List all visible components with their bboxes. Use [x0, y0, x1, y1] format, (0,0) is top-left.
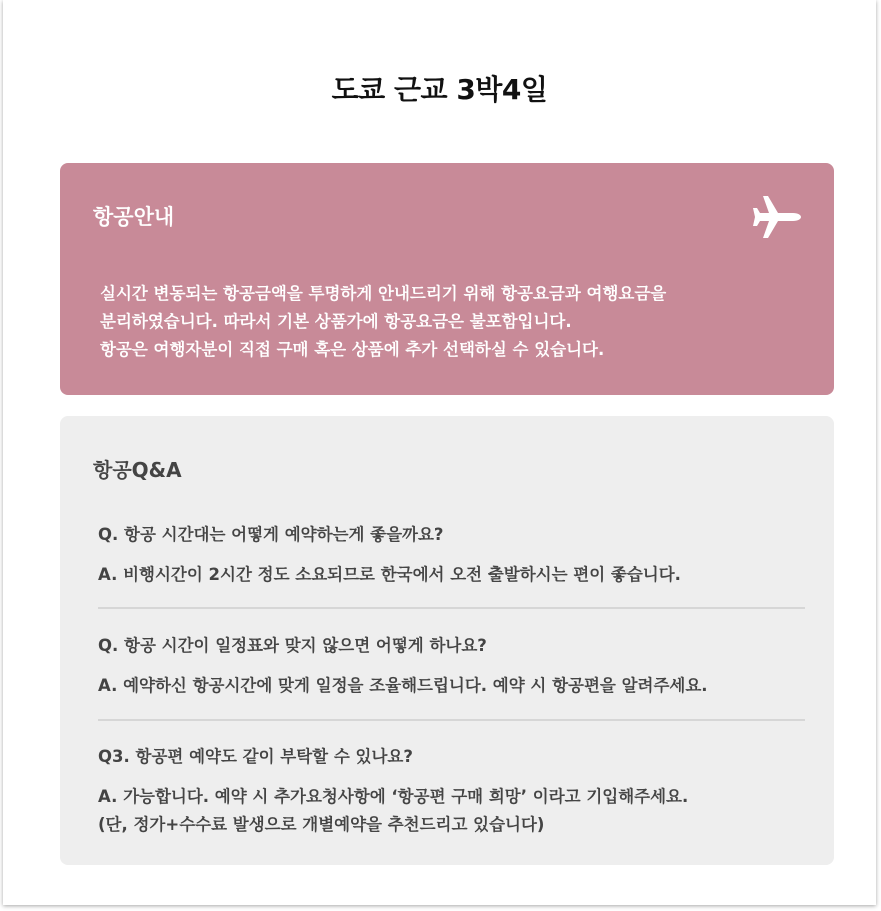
qa-item	[98, 634, 805, 700]
airplane-icon	[753, 196, 801, 238]
qa-question: Q3. 항공편 예약도 같이 부탁할 수 있나요?	[98, 747, 413, 766]
qa-answer: A. 비행시간이 2시간 정도 소요되므로 한국에서 오전 출발하시는 편이 좋습니다.	[98, 565, 681, 584]
flight-notice-line: 분리하였습니다. 따라서 기본 상품가에 항공요금은 불포함입니다.	[100, 312, 572, 331]
flight-notice-line: 항공은 여행자분이 직접 구매 혹은 상품에 추가 선택하실 수 있습니다.	[100, 340, 605, 359]
qa-title: 항공Q&A	[93, 458, 182, 482]
qa-divider	[98, 719, 805, 721]
qa-item	[98, 745, 805, 839]
page-title: 도쿄 근교 3박4일	[331, 73, 548, 106]
flight-notice-line: 실시간 변동되는 항공금액을 투명하게 안내드리기 위해 항공요금과 여행요금을	[100, 284, 667, 303]
qa-divider	[98, 607, 805, 609]
page-frame	[3, 0, 876, 905]
qa-question: Q. 항공 시간대는 어떻게 예약하는게 좋을까요?	[98, 525, 444, 544]
flight-notice-title: 항공안내	[93, 205, 175, 229]
flight-qa-card	[60, 416, 834, 865]
qa-question: Q. 항공 시간이 일정표와 맞지 않으면 어떻게 하나요?	[98, 636, 487, 655]
qa-item	[98, 523, 805, 589]
qa-answer: A. 예약하신 항공시간에 맞게 일정을 조율해드립니다. 예약 시 항공편을 알려주세요.	[98, 676, 708, 695]
qa-answer-note: (단, 정가+수수료 발생으로 개별예약을 추천드리고 있습니다)	[98, 815, 545, 834]
qa-answer: A. 가능합니다. 예약 시 추가요청사항에 ‘항공편 구매 희망’ 이라고 기입해주세요.	[98, 787, 689, 806]
flight-notice-description	[100, 280, 800, 364]
flight-notice-card	[60, 163, 834, 395]
